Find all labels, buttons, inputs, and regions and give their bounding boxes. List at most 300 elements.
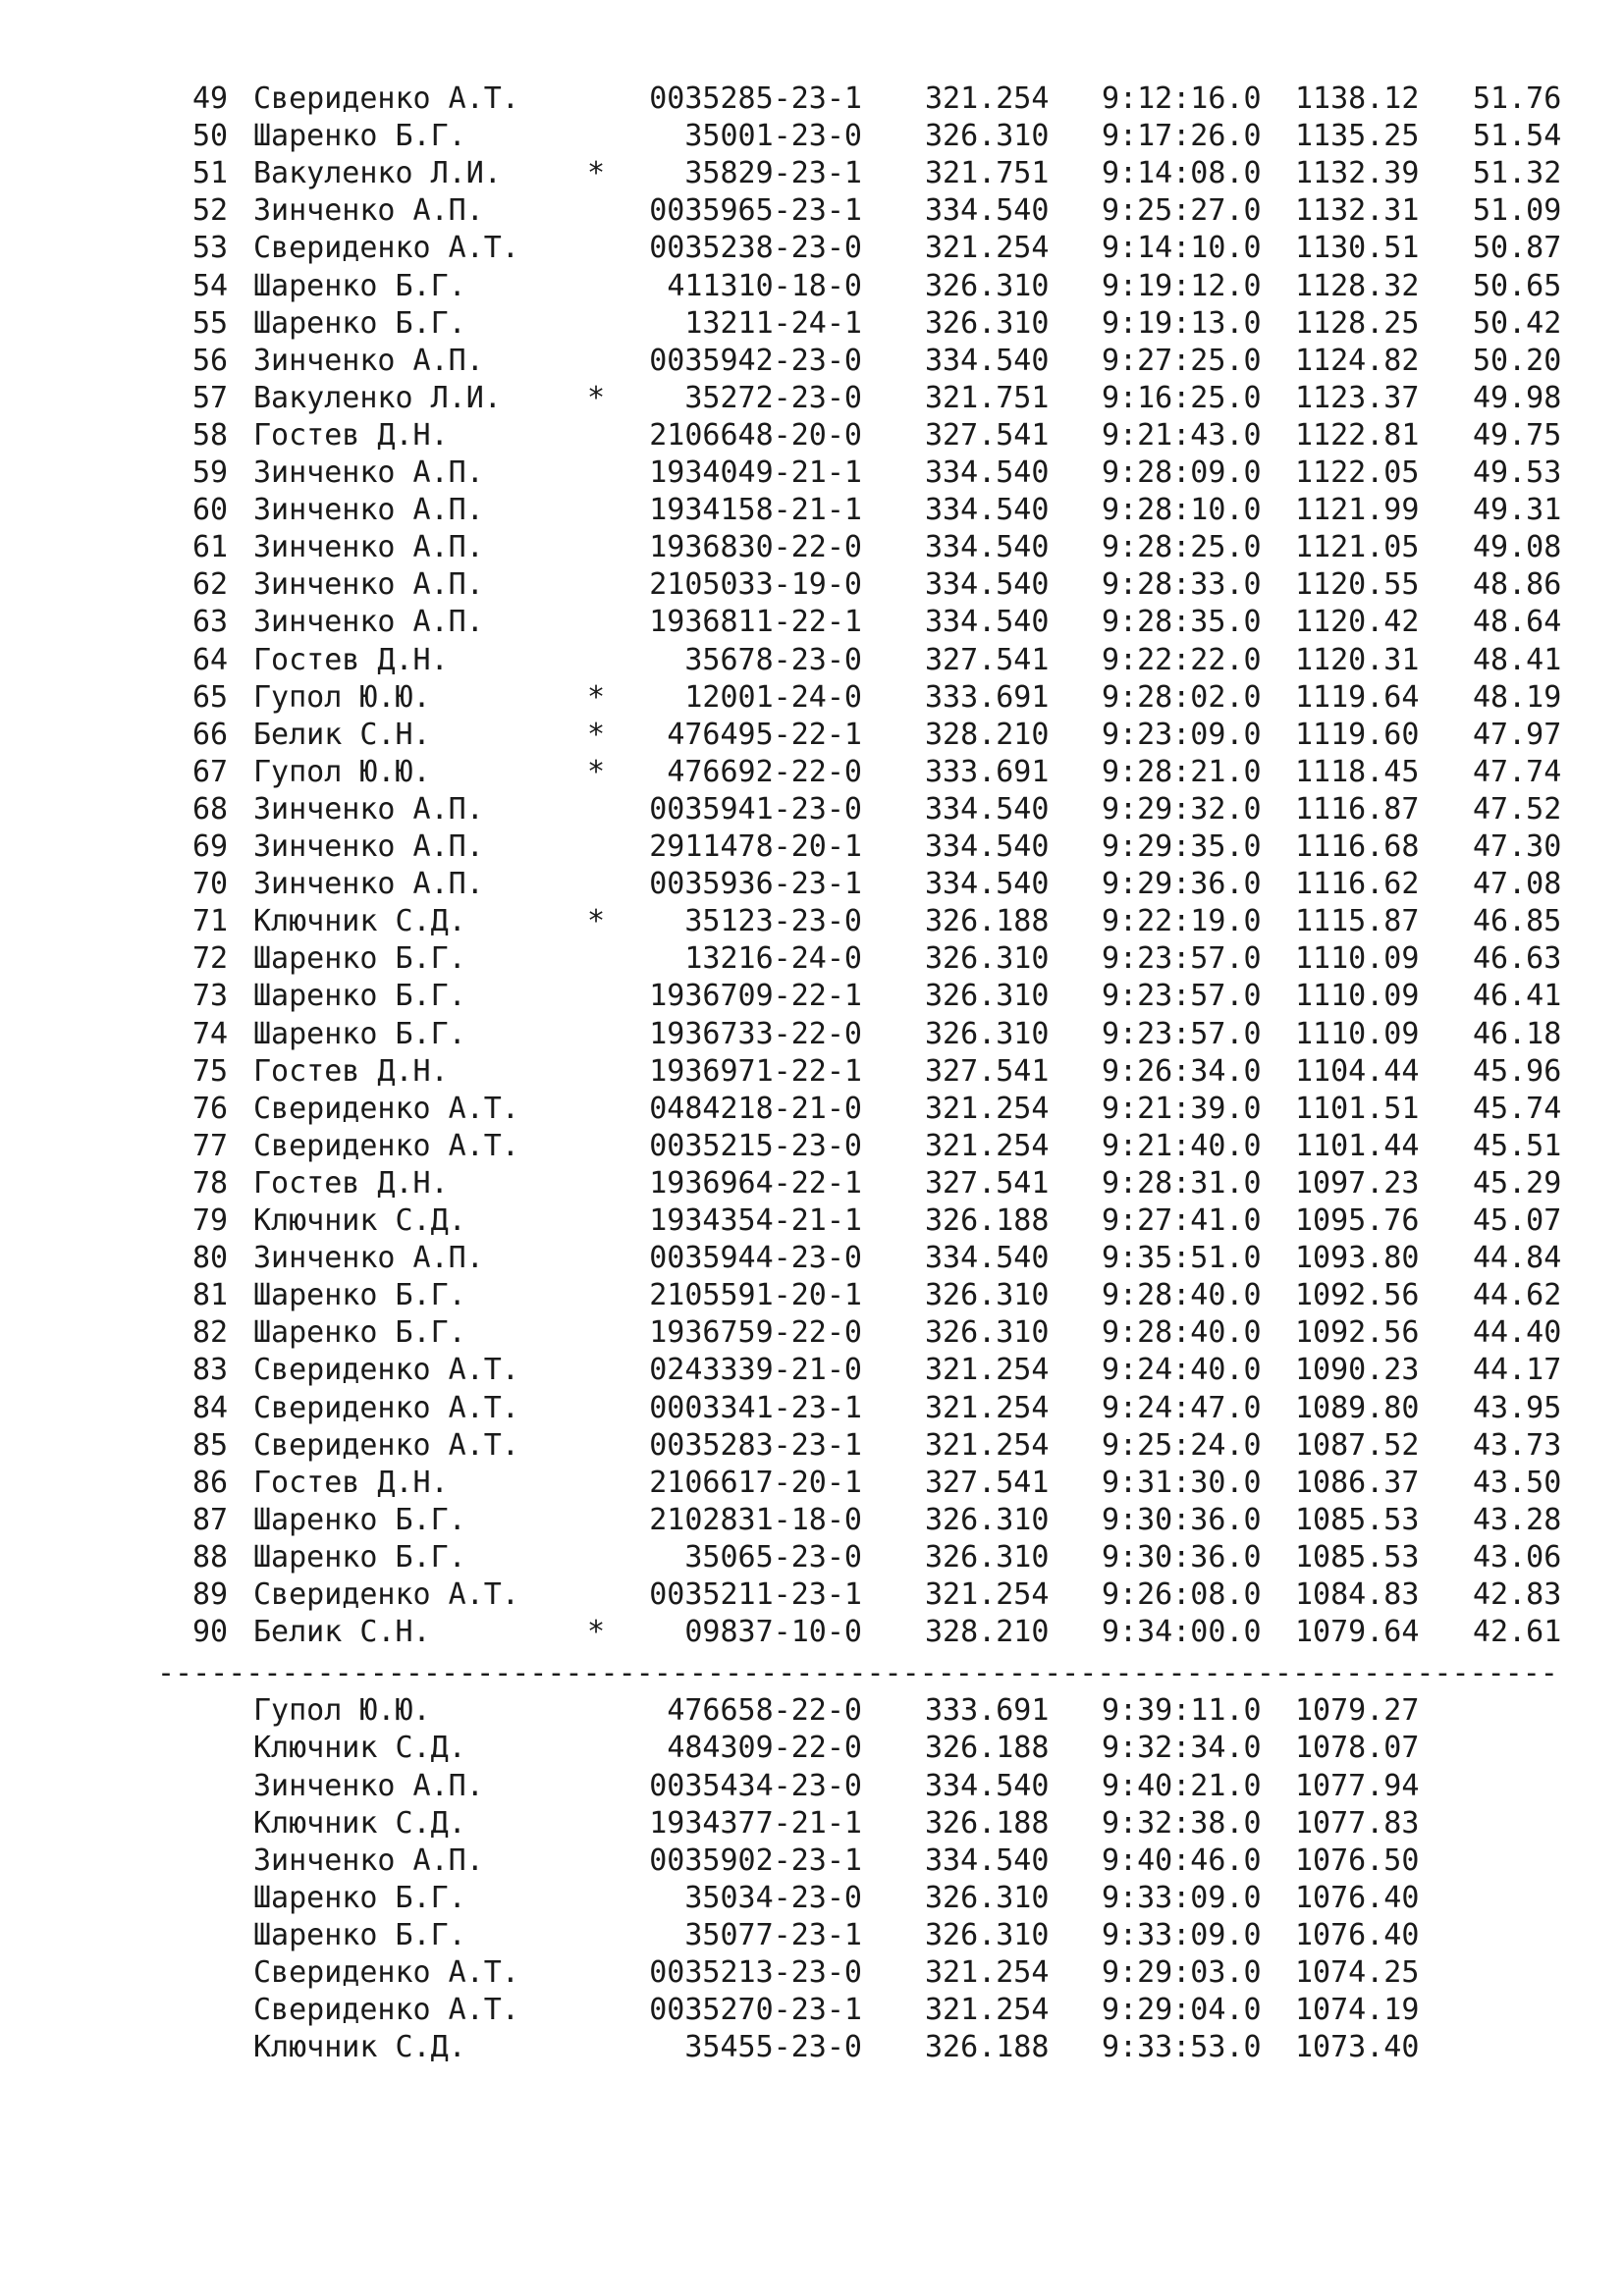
points-cell: 50.65 <box>1473 268 1562 303</box>
arrival-time-cell: 9:30:36.0 <box>1102 1502 1262 1537</box>
ring-number-cell: 12001-24-0 <box>684 679 862 715</box>
place-cell: 89 <box>192 1577 229 1612</box>
fancier-name-cell: Шаренко Б.Г. <box>253 1278 466 1313</box>
distance-cell: 333.691 <box>925 1693 1050 1729</box>
table-row <box>0 978 1624 1015</box>
list-item <box>0 1880 1624 1917</box>
points-cell: 49.31 <box>1473 493 1562 528</box>
points-cell: 46.41 <box>1473 979 1562 1014</box>
arrival-time-cell: 9:32:38.0 <box>1102 1805 1262 1841</box>
table-row <box>0 1202 1624 1240</box>
fancier-name-cell: Зинченко А.П. <box>253 605 484 640</box>
ring-number-cell: 2105033-19-0 <box>649 567 862 603</box>
fancier-name-cell: Зинченко А.П. <box>253 530 484 565</box>
list-item <box>0 2029 1624 2066</box>
arrival-time-cell: 9:28:40.0 <box>1102 1315 1262 1351</box>
points-cell: 50.20 <box>1473 343 1562 378</box>
fancier-name-cell: Шаренко Б.Г. <box>253 1016 466 1051</box>
arrival-time-cell: 9:19:12.0 <box>1102 268 1262 303</box>
ring-number-cell: 1934049-21-1 <box>649 455 862 490</box>
table-row <box>0 155 1624 192</box>
ring-number-cell: 0035270-23-1 <box>649 1993 862 2028</box>
place-cell: 74 <box>192 1016 229 1051</box>
arrival-time-cell: 9:33:53.0 <box>1102 2030 1262 2065</box>
arrival-time-cell: 9:25:24.0 <box>1102 1427 1262 1463</box>
table-row <box>0 1091 1624 1128</box>
place-cell: 78 <box>192 1165 229 1201</box>
distance-cell: 334.540 <box>925 605 1050 640</box>
arrival-time-cell: 9:12:16.0 <box>1102 81 1262 116</box>
fancier-name-cell: Свериденко А.Т. <box>253 1390 519 1425</box>
arrival-time-cell: 9:28:10.0 <box>1102 493 1262 528</box>
distance-cell: 334.540 <box>925 455 1050 490</box>
arrival-time-cell: 9:28:25.0 <box>1102 530 1262 565</box>
star-mark: * <box>587 904 606 939</box>
table-row <box>0 417 1624 454</box>
speed-cell: 1119.60 <box>1295 717 1420 752</box>
ring-number-cell: 1936971-22-1 <box>649 1053 862 1089</box>
points-cell: 49.08 <box>1473 530 1562 565</box>
ring-number-cell: 35455-23-0 <box>684 2030 862 2065</box>
ring-number-cell: 2911478-20-1 <box>649 829 862 864</box>
arrival-time-cell: 9:23:57.0 <box>1102 979 1262 1014</box>
table-row <box>0 343 1624 380</box>
arrival-time-cell: 9:29:03.0 <box>1102 1955 1262 1990</box>
arrival-time-cell: 9:28:35.0 <box>1102 605 1262 640</box>
place-cell: 65 <box>192 679 229 715</box>
arrival-time-cell: 9:29:04.0 <box>1102 1993 1262 2028</box>
table-row <box>0 604 1624 641</box>
distance-cell: 326.188 <box>925 1805 1050 1841</box>
table-row <box>0 1277 1624 1314</box>
points-cell: 47.97 <box>1473 717 1562 752</box>
points-cell: 51.76 <box>1473 81 1562 116</box>
points-cell: 49.53 <box>1473 455 1562 490</box>
ring-number-cell: 411310-18-0 <box>667 268 862 303</box>
table-row <box>0 940 1624 978</box>
fancier-name-cell: Гостев Д.Н. <box>253 1165 449 1201</box>
table-row <box>0 828 1624 866</box>
ring-number-cell: 35001-23-0 <box>684 119 862 154</box>
speed-cell: 1121.99 <box>1295 493 1420 528</box>
points-cell: 51.32 <box>1473 156 1562 191</box>
distance-cell: 327.541 <box>925 642 1050 677</box>
points-cell: 48.19 <box>1473 679 1562 715</box>
speed-cell: 1101.51 <box>1295 1091 1420 1126</box>
place-cell: 84 <box>192 1390 229 1425</box>
ring-number-cell: 0035902-23-1 <box>649 1842 862 1878</box>
place-cell: 88 <box>192 1539 229 1575</box>
table-row <box>0 1352 1624 1389</box>
place-cell: 82 <box>192 1315 229 1351</box>
fancier-name-cell: Гупол Ю.Ю. <box>253 1693 431 1729</box>
list-item <box>0 1917 1624 1954</box>
arrival-time-cell: 9:31:30.0 <box>1102 1465 1262 1500</box>
arrival-time-cell: 9:34:00.0 <box>1102 1615 1262 1650</box>
points-cell: 47.52 <box>1473 791 1562 827</box>
arrival-time-cell: 9:32:34.0 <box>1102 1731 1262 1766</box>
table-row <box>0 1165 1624 1202</box>
speed-cell: 1086.37 <box>1295 1465 1420 1500</box>
distance-cell: 334.540 <box>925 1768 1050 1803</box>
place-cell: 87 <box>192 1502 229 1537</box>
points-cell: 43.73 <box>1473 1427 1562 1463</box>
points-cell: 46.18 <box>1473 1016 1562 1051</box>
place-cell: 58 <box>192 417 229 453</box>
fancier-name-cell: Белик С.Н. <box>253 1615 431 1650</box>
place-cell: 72 <box>192 941 229 977</box>
list-item <box>0 1992 1624 2029</box>
arrival-time-cell: 9:28:33.0 <box>1102 567 1262 603</box>
distance-cell: 326.310 <box>925 1278 1050 1313</box>
speed-cell: 1138.12 <box>1295 81 1420 116</box>
table-row <box>0 1128 1624 1165</box>
place-cell: 56 <box>192 343 229 378</box>
arrival-time-cell: 9:21:40.0 <box>1102 1128 1262 1163</box>
distance-cell: 321.254 <box>925 1353 1050 1388</box>
place-cell: 53 <box>192 231 229 266</box>
table-row <box>0 642 1624 679</box>
points-cell: 42.61 <box>1473 1615 1562 1650</box>
ring-number-cell: 0035965-23-1 <box>649 193 862 229</box>
speed-cell: 1121.05 <box>1295 530 1420 565</box>
place-cell: 86 <box>192 1465 229 1500</box>
distance-cell: 321.254 <box>925 1390 1050 1425</box>
arrival-time-cell: 9:40:46.0 <box>1102 1842 1262 1878</box>
distance-cell: 326.310 <box>925 1315 1050 1351</box>
arrival-time-cell: 9:24:47.0 <box>1102 1390 1262 1425</box>
fancier-name-cell: Зинченко А.П. <box>253 455 484 490</box>
star-mark: * <box>587 679 606 715</box>
distance-cell: 321.254 <box>925 1091 1050 1126</box>
ring-number-cell: 0035238-23-0 <box>649 231 862 266</box>
ring-number-cell: 484309-22-0 <box>667 1731 862 1766</box>
fancier-name-cell: Зинченко А.П. <box>253 567 484 603</box>
ring-number-cell: 0035215-23-0 <box>649 1128 862 1163</box>
distance-cell: 334.540 <box>925 530 1050 565</box>
points-cell: 51.54 <box>1473 119 1562 154</box>
place-cell: 66 <box>192 717 229 752</box>
speed-cell: 1104.44 <box>1295 1053 1420 1089</box>
distance-cell: 321.254 <box>925 1128 1050 1163</box>
fancier-name-cell: Шаренко Б.Г. <box>253 941 466 977</box>
distance-cell: 321.254 <box>925 1993 1050 2028</box>
ring-number-cell: 1934158-21-1 <box>649 493 862 528</box>
speed-cell: 1118.45 <box>1295 754 1420 789</box>
speed-cell: 1120.55 <box>1295 567 1420 603</box>
distance-cell: 327.541 <box>925 1053 1050 1089</box>
speed-cell: 1110.09 <box>1295 1016 1420 1051</box>
table-row <box>0 118 1624 155</box>
distance-cell: 334.540 <box>925 1842 1050 1878</box>
place-cell: 63 <box>192 605 229 640</box>
speed-cell: 1122.81 <box>1295 417 1420 453</box>
place-cell: 69 <box>192 829 229 864</box>
arrival-time-cell: 9:28:02.0 <box>1102 679 1262 715</box>
distance-cell: 326.310 <box>925 1016 1050 1051</box>
fancier-name-cell: Свериденко А.Т. <box>253 231 519 266</box>
place-cell: 49 <box>192 81 229 116</box>
place-cell: 77 <box>192 1128 229 1163</box>
speed-cell: 1115.87 <box>1295 904 1420 939</box>
speed-cell: 1116.87 <box>1295 791 1420 827</box>
ring-number-cell: 0035283-23-1 <box>649 1427 862 1463</box>
fancier-name-cell: Зинченко А.П. <box>253 193 484 229</box>
points-cell: 49.98 <box>1473 380 1562 415</box>
place-cell: 67 <box>192 754 229 789</box>
fancier-name-cell: Зинченко А.П. <box>253 1241 484 1276</box>
fancier-name-cell: Свериденко А.Т. <box>253 1993 519 2028</box>
ring-number-cell: 0035213-23-0 <box>649 1955 862 1990</box>
arrival-time-cell: 9:16:25.0 <box>1102 380 1262 415</box>
place-cell: 59 <box>192 455 229 490</box>
table-row <box>0 1314 1624 1352</box>
place-cell: 54 <box>192 268 229 303</box>
table-row <box>0 1390 1624 1427</box>
points-cell: 46.85 <box>1473 904 1562 939</box>
arrival-time-cell: 9:30:36.0 <box>1102 1539 1262 1575</box>
ring-number-cell: 1936733-22-0 <box>649 1016 862 1051</box>
distance-cell: 326.188 <box>925 904 1050 939</box>
arrival-time-cell: 9:23:57.0 <box>1102 941 1262 977</box>
arrival-time-cell: 9:35:51.0 <box>1102 1241 1262 1276</box>
speed-cell: 1076.50 <box>1295 1842 1420 1878</box>
speed-cell: 1090.23 <box>1295 1353 1420 1388</box>
place-cell: 70 <box>192 867 229 902</box>
table-row <box>0 754 1624 791</box>
speed-cell: 1079.27 <box>1295 1693 1420 1729</box>
table-row <box>0 305 1624 343</box>
distance-cell: 326.310 <box>925 305 1050 341</box>
table-row <box>0 1502 1624 1539</box>
table-separator: ------------------------------------------------------------------------------- <box>157 1656 1558 1691</box>
fancier-name-cell: Зинченко А.П. <box>253 343 484 378</box>
arrival-time-cell: 9:29:35.0 <box>1102 829 1262 864</box>
speed-cell: 1128.25 <box>1295 305 1420 341</box>
ring-number-cell: 2105591-20-1 <box>649 1278 862 1313</box>
ring-number-cell: 0035285-23-1 <box>649 81 862 116</box>
points-cell: 47.08 <box>1473 867 1562 902</box>
ring-number-cell: 476692-22-0 <box>667 754 862 789</box>
place-cell: 83 <box>192 1353 229 1388</box>
points-cell: 44.40 <box>1473 1315 1562 1351</box>
ring-number-cell: 0035211-23-1 <box>649 1577 862 1612</box>
place-cell: 71 <box>192 904 229 939</box>
arrival-time-cell: 9:22:19.0 <box>1102 904 1262 939</box>
fancier-name-cell: Свериденко А.Т. <box>253 1955 519 1990</box>
fancier-name-cell: Шаренко Б.Г. <box>253 1539 466 1575</box>
table-row <box>0 1465 1624 1502</box>
ring-number-cell: 35077-23-1 <box>684 1917 862 1952</box>
ring-number-cell: 35678-23-0 <box>684 642 862 677</box>
speed-cell: 1120.42 <box>1295 605 1420 640</box>
arrival-time-cell: 9:29:36.0 <box>1102 867 1262 902</box>
table-row <box>0 1576 1624 1614</box>
points-cell: 43.95 <box>1473 1390 1562 1425</box>
speed-cell: 1101.44 <box>1295 1128 1420 1163</box>
table-row <box>0 566 1624 604</box>
place-cell: 68 <box>192 791 229 827</box>
distance-cell: 326.310 <box>925 119 1050 154</box>
arrival-time-cell: 9:26:34.0 <box>1102 1053 1262 1089</box>
points-cell: 45.07 <box>1473 1203 1562 1238</box>
list-item <box>0 1692 1624 1730</box>
points-cell: 50.87 <box>1473 231 1562 266</box>
points-cell: 50.42 <box>1473 305 1562 341</box>
fancier-name-cell: Белик С.Н. <box>253 717 431 752</box>
place-cell: 57 <box>192 380 229 415</box>
fancier-name-cell: Свериденко А.Т. <box>253 1128 519 1163</box>
fancier-name-cell: Зинченко А.П. <box>253 493 484 528</box>
ring-number-cell: 35065-23-0 <box>684 1539 862 1575</box>
ring-number-cell: 0484218-21-0 <box>649 1091 862 1126</box>
table-row <box>0 80 1624 118</box>
star-mark: * <box>587 717 606 752</box>
fancier-name-cell: Ключник С.Д. <box>253 1203 466 1238</box>
ring-number-cell: 35034-23-0 <box>684 1880 862 1915</box>
table-row <box>0 268 1624 305</box>
speed-cell: 1116.68 <box>1295 829 1420 864</box>
points-cell: 43.28 <box>1473 1502 1562 1537</box>
distance-cell: 326.188 <box>925 2030 1050 2065</box>
points-cell: 43.06 <box>1473 1539 1562 1575</box>
points-cell: 45.51 <box>1473 1128 1562 1163</box>
arrival-time-cell: 9:23:57.0 <box>1102 1016 1262 1051</box>
speed-cell: 1124.82 <box>1295 343 1420 378</box>
fancier-name-cell: Зинченко А.П. <box>253 1768 484 1803</box>
speed-cell: 1135.25 <box>1295 119 1420 154</box>
fancier-name-cell: Свериденко А.Т. <box>253 81 519 116</box>
speed-cell: 1120.31 <box>1295 642 1420 677</box>
ring-number-cell: 476495-22-1 <box>667 717 862 752</box>
speed-cell: 1076.40 <box>1295 1917 1420 1952</box>
arrival-time-cell: 9:28:31.0 <box>1102 1165 1262 1201</box>
speed-cell: 1123.37 <box>1295 380 1420 415</box>
speed-cell: 1078.07 <box>1295 1731 1420 1766</box>
list-item <box>0 1805 1624 1842</box>
arrival-time-cell: 9:24:40.0 <box>1102 1353 1262 1388</box>
arrival-time-cell: 9:19:13.0 <box>1102 305 1262 341</box>
arrival-time-cell: 9:14:08.0 <box>1102 156 1262 191</box>
distance-cell: 326.310 <box>925 268 1050 303</box>
speed-cell: 1110.09 <box>1295 979 1420 1014</box>
fancier-name-cell: Ключник С.Д. <box>253 1805 466 1841</box>
place-cell: 61 <box>192 530 229 565</box>
points-cell: 46.63 <box>1473 941 1562 977</box>
speed-cell: 1093.80 <box>1295 1241 1420 1276</box>
speed-cell: 1079.64 <box>1295 1615 1420 1650</box>
fancier-name-cell: Зинченко А.П. <box>253 829 484 864</box>
place-cell: 79 <box>192 1203 229 1238</box>
points-cell: 51.09 <box>1473 193 1562 229</box>
fancier-name-cell: Шаренко Б.Г. <box>253 305 466 341</box>
fancier-name-cell: Шаренко Б.Г. <box>253 268 466 303</box>
ring-number-cell: 0003341-23-1 <box>649 1390 862 1425</box>
distance-cell: 333.691 <box>925 754 1050 789</box>
list-item <box>0 1768 1624 1805</box>
ring-number-cell: 1936709-22-1 <box>649 979 862 1014</box>
speed-cell: 1087.52 <box>1295 1427 1420 1463</box>
distance-cell: 321.751 <box>925 380 1050 415</box>
place-cell: 64 <box>192 642 229 677</box>
speed-cell: 1122.05 <box>1295 455 1420 490</box>
table-row <box>0 717 1624 754</box>
table-row <box>0 1016 1624 1053</box>
star-mark: * <box>587 156 606 191</box>
list-item <box>0 1730 1624 1767</box>
arrival-time-cell: 9:28:21.0 <box>1102 754 1262 789</box>
points-cell: 43.50 <box>1473 1465 1562 1500</box>
place-cell: 62 <box>192 567 229 603</box>
distance-cell: 321.254 <box>925 1577 1050 1612</box>
ring-number-cell: 13216-24-0 <box>684 941 862 977</box>
ring-number-cell: 476658-22-0 <box>667 1693 862 1729</box>
distance-cell: 326.310 <box>925 1880 1050 1915</box>
ring-number-cell: 1936811-22-1 <box>649 605 862 640</box>
fancier-name-cell: Гупол Ю.Ю. <box>253 754 431 789</box>
place-cell: 90 <box>192 1615 229 1650</box>
fancier-name-cell: Зинченко А.П. <box>253 791 484 827</box>
ring-number-cell: 1936964-22-1 <box>649 1165 862 1201</box>
distance-cell: 334.540 <box>925 1241 1050 1276</box>
ring-number-cell: 0035944-23-0 <box>649 1241 862 1276</box>
speed-cell: 1073.40 <box>1295 2030 1420 2065</box>
ring-number-cell: 35123-23-0 <box>684 904 862 939</box>
speed-cell: 1116.62 <box>1295 867 1420 902</box>
place-cell: 51 <box>192 156 229 191</box>
fancier-name-cell: Ключник С.Д. <box>253 904 466 939</box>
speed-cell: 1132.31 <box>1295 193 1420 229</box>
table-row <box>0 1614 1624 1651</box>
place-cell: 81 <box>192 1278 229 1313</box>
arrival-time-cell: 9:21:39.0 <box>1102 1091 1262 1126</box>
place-cell: 60 <box>192 493 229 528</box>
fancier-name-cell: Гостев Д.Н. <box>253 642 449 677</box>
arrival-time-cell: 9:21:43.0 <box>1102 417 1262 453</box>
speed-cell: 1128.32 <box>1295 268 1420 303</box>
table-row <box>0 380 1624 417</box>
ring-number-cell: 35829-23-1 <box>684 156 862 191</box>
ring-number-cell: 1936830-22-0 <box>649 530 862 565</box>
ring-number-cell: 1934377-21-1 <box>649 1805 862 1841</box>
ring-number-cell: 2106617-20-1 <box>649 1465 862 1500</box>
distance-cell: 321.254 <box>925 231 1050 266</box>
distance-cell: 321.254 <box>925 1427 1050 1463</box>
arrival-time-cell: 9:27:25.0 <box>1102 343 1262 378</box>
ring-number-cell: 1936759-22-0 <box>649 1315 862 1351</box>
speed-cell: 1077.94 <box>1295 1768 1420 1803</box>
distance-cell: 334.540 <box>925 791 1050 827</box>
fancier-name-cell: Шаренко Б.Г. <box>253 1880 466 1915</box>
distance-cell: 328.210 <box>925 717 1050 752</box>
points-cell: 48.86 <box>1473 567 1562 603</box>
table-row <box>0 791 1624 828</box>
table-row <box>0 679 1624 717</box>
distance-cell: 334.540 <box>925 493 1050 528</box>
distance-cell: 334.540 <box>925 343 1050 378</box>
arrival-time-cell: 9:25:27.0 <box>1102 193 1262 229</box>
distance-cell: 321.254 <box>925 1955 1050 1990</box>
arrival-time-cell: 9:29:32.0 <box>1102 791 1262 827</box>
place-cell: 75 <box>192 1053 229 1089</box>
speed-cell: 1085.53 <box>1295 1539 1420 1575</box>
fancier-name-cell: Шаренко Б.Г. <box>253 979 466 1014</box>
arrival-time-cell: 9:17:26.0 <box>1102 119 1262 154</box>
speed-cell: 1077.83 <box>1295 1805 1420 1841</box>
arrival-time-cell: 9:28:40.0 <box>1102 1278 1262 1313</box>
distance-cell: 321.751 <box>925 156 1050 191</box>
place-cell: 85 <box>192 1427 229 1463</box>
